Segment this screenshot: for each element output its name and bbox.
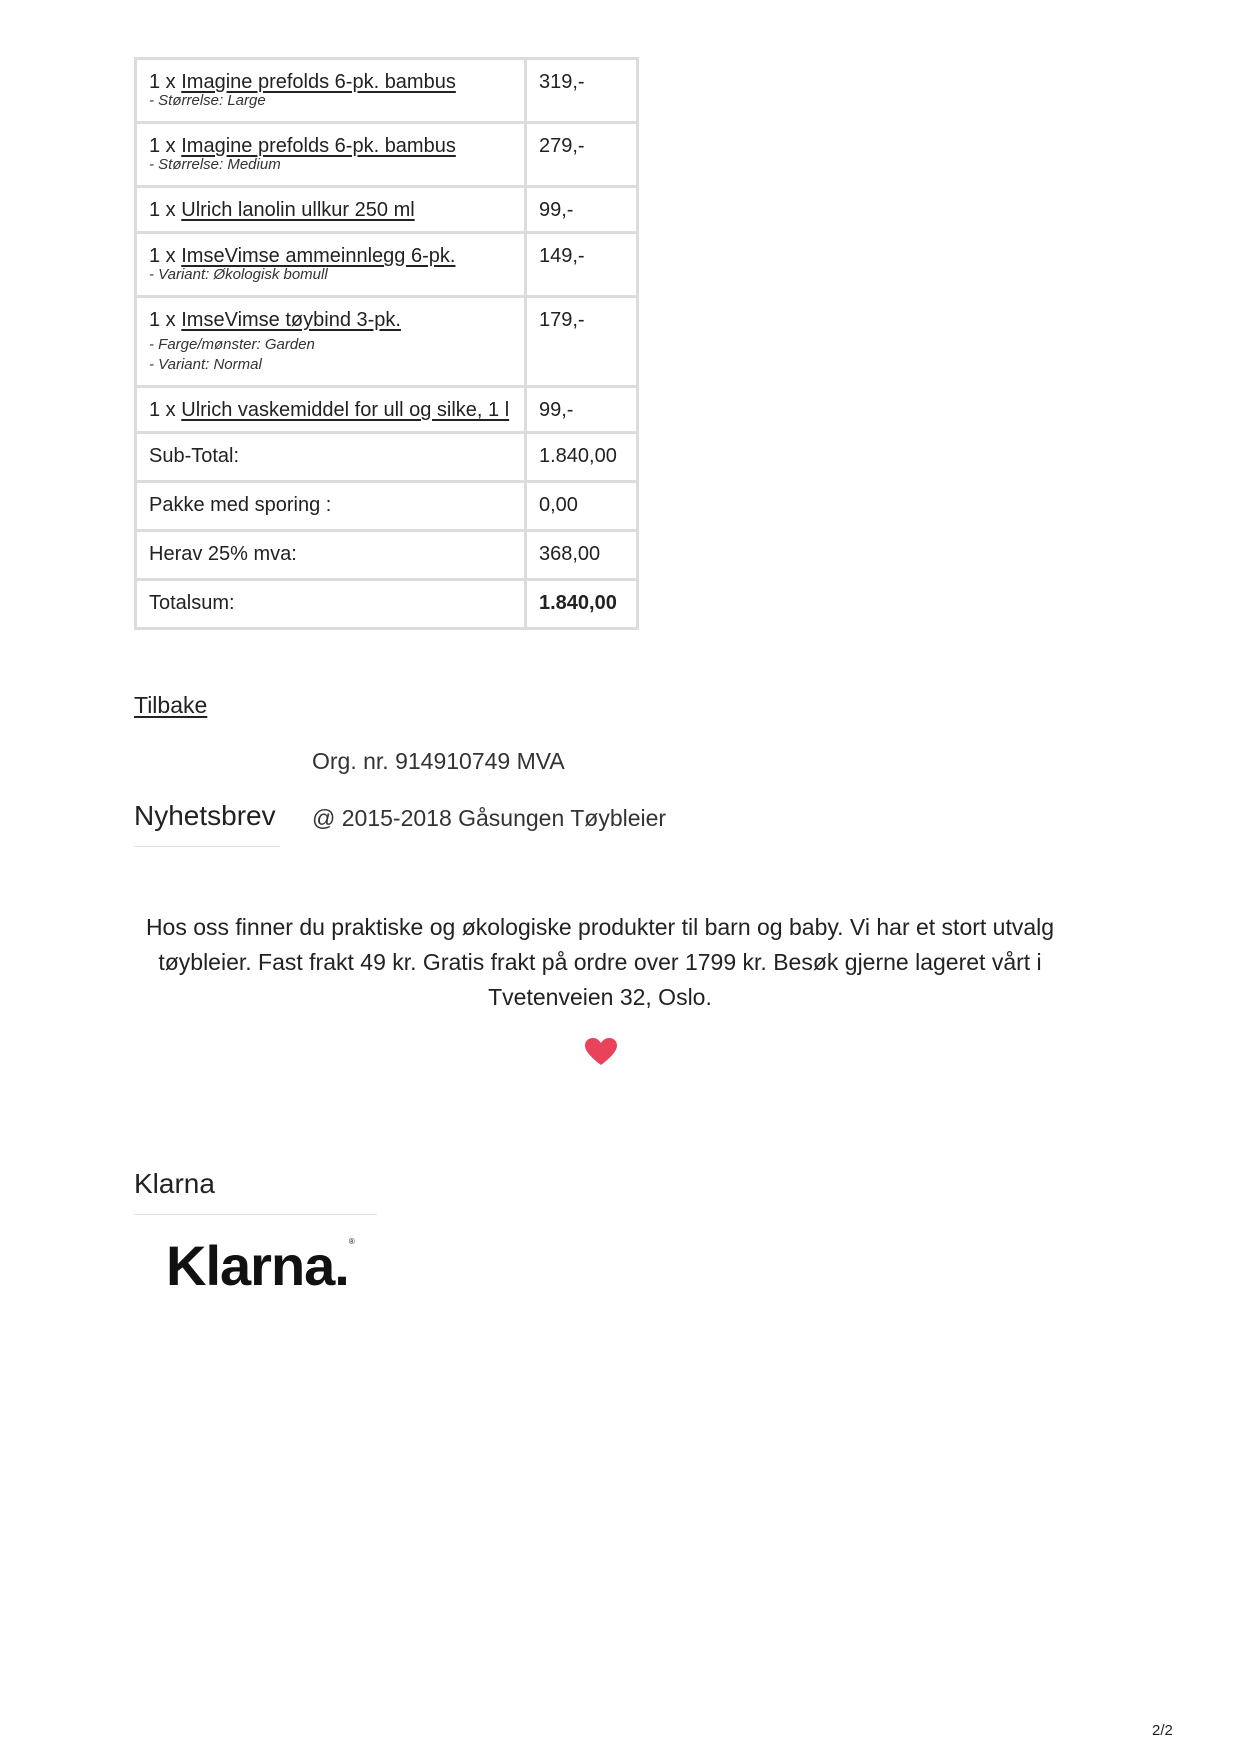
klarna-logo <box>166 1234 354 1297</box>
org-number: Org. nr. 914910749 MVA <box>312 748 565 774</box>
order-item-row <box>136 187 638 233</box>
item-cell <box>136 123 526 187</box>
summary-label: Sub-Total: <box>136 433 526 482</box>
newsletter-heading: Nyhetsbrev <box>134 800 280 847</box>
summary-value: 1.840,00 <box>526 433 638 482</box>
summary-label: Pakke med sporing : <box>136 482 526 531</box>
summary-label: Totalsum: <box>136 580 526 629</box>
summary-row-shipping <box>136 482 638 531</box>
item-cell <box>136 59 526 123</box>
item-cell <box>136 387 526 433</box>
product-link[interactable]: ImseVimse tøybind 3-pk. <box>181 309 401 331</box>
back-link[interactable]: Tilbake <box>134 692 208 718</box>
item-price: 99,- <box>526 387 638 433</box>
page-number: 2/2 <box>1152 1722 1173 1739</box>
copyright-text: @ 2015-2018 Gåsungen Tøybleier <box>312 805 667 831</box>
item-qty: 1 x <box>149 71 176 93</box>
product-link[interactable]: ImseVimse ammeinnlegg 6-pk. <box>181 245 456 267</box>
item-price: 99,- <box>526 187 638 233</box>
product-link[interactable]: Imagine prefolds 6-pk. bambus <box>181 135 456 157</box>
summary-label: Herav 25% mva: <box>136 531 526 580</box>
klarna-heading: Klarna <box>134 1168 377 1215</box>
summary-value: 368,00 <box>526 531 638 580</box>
item-option: - Størrelse: Medium <box>149 156 281 173</box>
item-qty: 1 x <box>149 135 176 157</box>
item-qty: 1 x <box>149 309 176 331</box>
summary-row-subtotal <box>136 433 638 482</box>
item-option: - Størrelse: Large <box>149 92 266 109</box>
product-link[interactable]: Ulrich vaskemiddel for ull og silke, 1 l <box>181 399 510 421</box>
about-text: Hos oss finner du praktiske og økologiske produkter til barn og baby. Vi har et stort utvalg tøybleier. Fast frakt 49 kr. Gratis frakt på ordre over 1799 kr. Besøk gjerne lageret vårt i Tvetenveien 32, Oslo. <box>145 914 1055 1010</box>
item-price: 279,- <box>526 123 638 187</box>
order-item-row <box>136 59 638 123</box>
summary-row-vat <box>136 531 638 580</box>
item-price: 319,- <box>526 59 638 123</box>
registered-mark-icon: ® <box>348 1237 354 1246</box>
item-cell <box>136 233 526 297</box>
item-qty: 1 x <box>149 399 176 421</box>
summary-value: 1.840,00 <box>526 580 638 629</box>
item-price: 179,- <box>526 297 638 387</box>
item-option: - Variant: Normal <box>149 356 262 373</box>
klarna-wordmark: Klarna. <box>166 1234 349 1297</box>
product-link[interactable]: Ulrich lanolin ullkur 250 ml <box>181 199 415 221</box>
item-option: - Farge/mønster: Garden <box>149 336 315 353</box>
item-qty: 1 x <box>149 245 176 267</box>
item-cell <box>136 187 526 233</box>
order-table <box>134 57 639 630</box>
item-price: 149,- <box>526 233 638 297</box>
summary-value: 0,00 <box>526 482 638 531</box>
order-item-row <box>136 297 638 387</box>
order-item-row <box>136 387 638 433</box>
item-cell <box>136 297 526 387</box>
order-item-row <box>136 123 638 187</box>
item-qty: 1 x <box>149 199 176 221</box>
order-item-row <box>136 233 638 297</box>
product-link[interactable]: Imagine prefolds 6-pk. bambus <box>181 71 456 93</box>
heart-icon <box>585 1038 617 1066</box>
summary-row-total <box>136 580 638 629</box>
item-option: - Variant: Økologisk bomull <box>149 266 328 283</box>
